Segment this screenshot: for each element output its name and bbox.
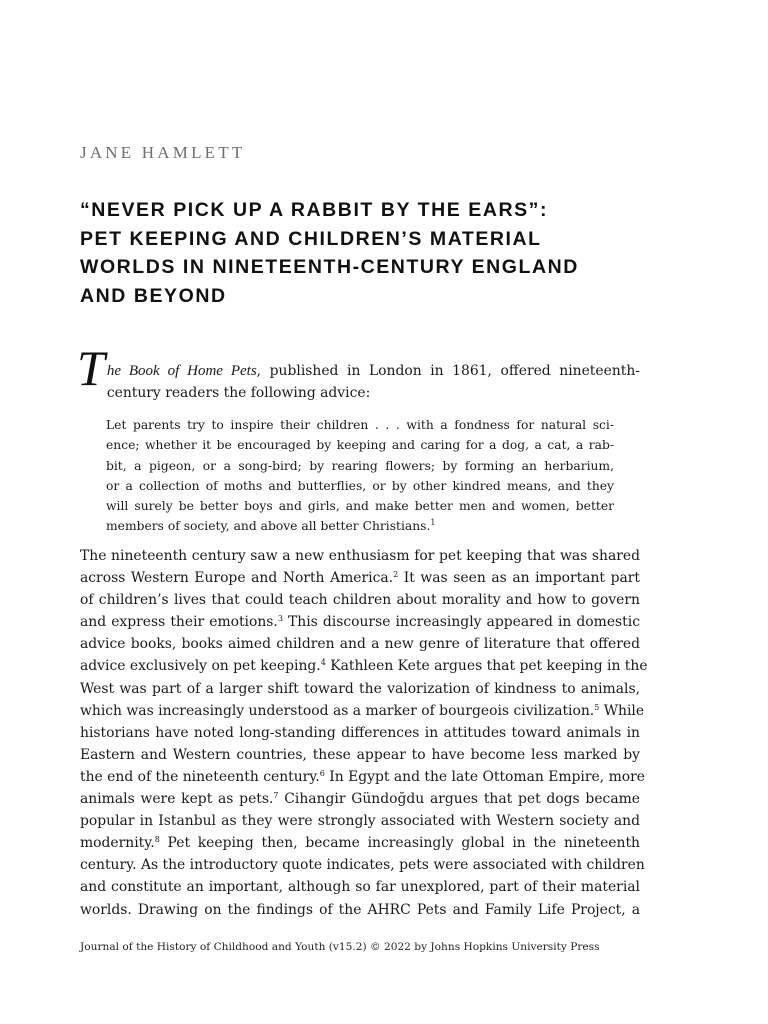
footnote-ref[interactable]: 8 — [154, 835, 160, 845]
footnote-ref[interactable]: 5 — [594, 702, 600, 712]
body-line: The nineteenth century saw a new enthusiasm for pet keeping that was shared — [80, 548, 640, 564]
footnote-ref[interactable]: 7 — [273, 791, 279, 801]
body-line: and constitute an important, although so far unexplored, part of their material — [80, 879, 640, 896]
title-line: AND BEYOND — [80, 284, 227, 307]
quote-line: will surely be better boys and girls, and make better men and women, better — [106, 499, 614, 514]
body-line: West was part of a larger shift toward the valorization of kindness to animals, — [80, 680, 640, 697]
footnote-ref[interactable]: 4 — [320, 658, 326, 668]
body-line-text: across Western Europe and North America. — [80, 570, 394, 587]
body-line: worlds. Drawing on the findings of the AHRC Pets and Family Life Project, a — [80, 901, 640, 918]
body-line: Eastern and Western countries, these appear to have become less marked by — [80, 746, 640, 763]
body-line: historians have noted long-standing differences in attitudes toward animals in — [80, 724, 640, 741]
body-line-text: and express their emotions. — [80, 614, 278, 631]
quote-line: Let parents try to inspire their children . . . with a fondness for natural sci- — [106, 418, 614, 432]
quote-line — [106, 516, 614, 536]
article-title — [80, 196, 640, 310]
body-line-text: This discourse increasingly appeared in domestic — [282, 614, 640, 631]
book-title: he Book of Home Pets — [106, 363, 257, 379]
block-quote — [106, 415, 614, 537]
intro-paragraph — [77, 340, 641, 404]
drop-cap: T — [77, 340, 105, 396]
body-paragraph — [80, 545, 648, 921]
footnote-ref[interactable]: 1 — [430, 518, 436, 528]
intro-line-text: , published in London in 1861, offered nineteenth- — [256, 363, 641, 379]
quote-last-text: members of society, and above all better Christians. — [106, 519, 431, 534]
quote-line: or a collection of moths and butterflies, or by other kindred means, and they — [106, 478, 614, 493]
body-line-text: Pet keeping then, became increasingly global in the nineteenth — [159, 835, 640, 852]
body-line — [80, 611, 640, 633]
body-line-text: It was seen as an important part — [398, 570, 640, 587]
body-line-text: Cihangir Gündoğdu argues that pet dogs became — [278, 791, 640, 808]
quote-line: ence; whether it be encouraged by keeping and caring for a dog, a cat, a rab- — [106, 438, 614, 453]
footnote-ref[interactable]: 2 — [393, 570, 399, 580]
body-line: advice books, books aimed children and a new genre of literature that offered — [80, 636, 640, 653]
title-line: WORLDS IN NINETEENTH-CENTURY ENGLAND — [80, 256, 579, 278]
title-line: “NEVER PICK UP A RABBIT BY THE EARS”: — [80, 199, 548, 221]
body-line — [80, 567, 640, 589]
intro-line — [80, 352, 640, 382]
intro-line: century readers the following advice: — [106, 385, 371, 401]
body-line-text: animals were kept as pets. — [80, 791, 274, 808]
body-line-text: the end of the nineteenth century. — [80, 768, 320, 785]
body-line-text: In Egypt and the late Ottoman Empire, more — [324, 768, 645, 785]
body-line-text: While — [599, 702, 645, 719]
body-line: of children’s lives that could teach children about morality and how to govern — [80, 592, 640, 609]
journal-footer: Journal of the History of Childhood and Youth (v15.2) © 2022 by Johns Hopkins University Press — [80, 941, 600, 953]
body-line: century. As the introductory quote indicates, pets were associated with children — [80, 857, 645, 874]
body-line-text: which was increasingly understood as a marker of bourgeois civilization. — [80, 702, 595, 719]
body-line — [80, 766, 645, 788]
footnote-ref[interactable]: 3 — [277, 614, 283, 624]
body-line-text: advice exclusively on pet keeping. — [80, 658, 321, 675]
body-line — [80, 832, 640, 854]
body-line-text: Kathleen Kete argues that pet keeping in the — [325, 658, 648, 675]
body-line-text: modernity. — [80, 835, 155, 852]
article-page — [77, 0, 648, 1024]
footnote-ref[interactable]: 6 — [319, 768, 325, 778]
body-line — [80, 788, 640, 810]
quote-line: bit, a pigeon, or a song-bird; by rearing flowers; by forming an herbarium, — [106, 458, 614, 473]
author-name: JANE HAMLETT — [80, 143, 246, 162]
body-line — [80, 655, 648, 677]
body-line: popular in Istanbul as they were strongly associated with Western society and — [80, 813, 640, 830]
body-line — [80, 700, 645, 722]
title-line: PET KEEPING AND CHILDREN’S MATERIAL — [80, 227, 542, 250]
